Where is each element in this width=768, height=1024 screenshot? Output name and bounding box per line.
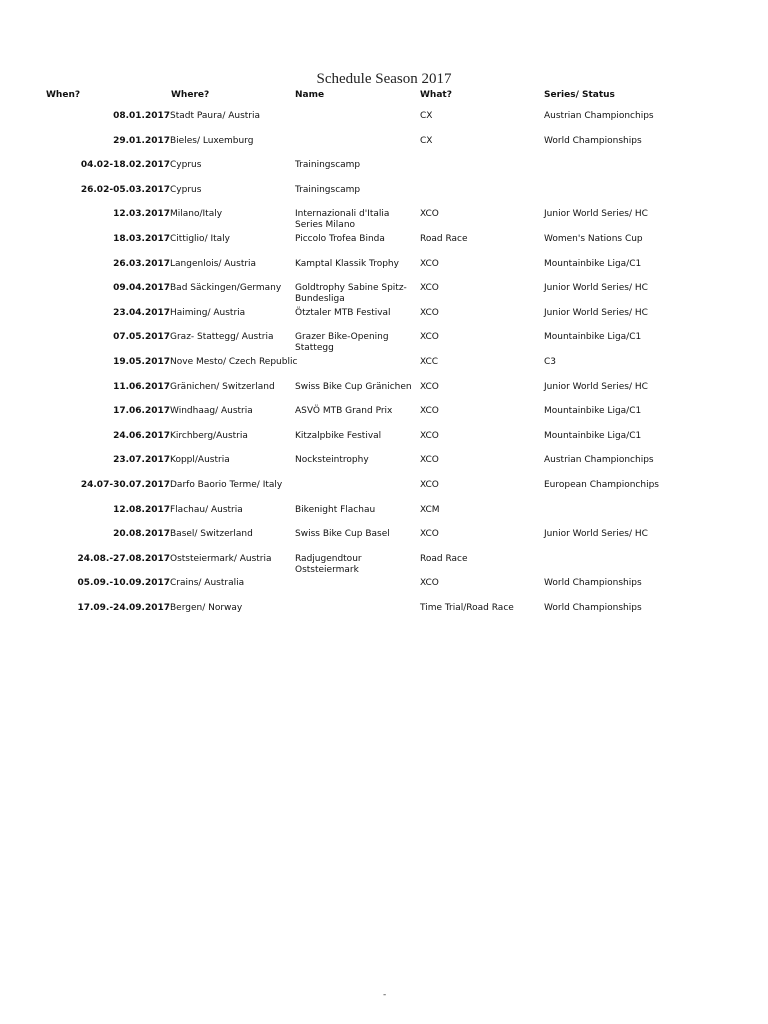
cell-series: European Championchips [544,479,659,490]
cell-name: Grazer Bike-Opening Stattegg [295,332,389,354]
cell-what: Time Trial/Road Race [420,602,514,613]
cell-what: XCO [420,332,439,343]
table-row [40,182,740,207]
cell-when: 26.03.2017 [113,258,170,269]
cell-name: Goldtrophy Sabine Spitz-Bundesliga [295,283,407,305]
cell-where: Koppl/Austria [170,455,230,466]
cell-series: World Championships [544,135,642,146]
cell-series: Mountainbike Liga/C1 [544,430,642,441]
cell-name: Swiss Bike Cup Gränichen [295,381,412,392]
table-row [40,600,740,625]
cell-name: ASVÖ MTB Grand Prix [295,406,393,417]
cell-where: Nove Mesto/ Czech Republic [170,356,298,367]
cell-name: Radjugendtour Oststeiermark [295,553,362,575]
cell-what: CX [420,135,433,146]
cell-what: XCO [420,406,439,417]
cell-series: C3 [544,356,557,367]
table-row [40,477,740,502]
cell-name: Ötztaler MTB Festival [295,307,391,318]
cell-when: 04.02-18.02.2017 [80,160,170,171]
table-row [40,206,740,231]
header-name: Name [295,90,325,100]
table-row [40,551,740,576]
cell-where: Cittiglio/ Italy [170,233,230,244]
cell-where: Basel/ Switzerland [170,529,253,540]
cell-when: 29.01.2017 [113,135,170,146]
cell-what: XCM [420,504,440,515]
header-where: Where? [171,90,210,100]
table-row [40,526,740,551]
table-row [40,452,740,477]
cell-when: 09.04.2017 [113,283,170,294]
cell-series: Women's Nations Cup [544,233,643,244]
cell-where: Langenlois/ Austria [170,258,257,269]
cell-name: Nocksteintrophy [295,455,369,466]
cell-when: 18.03.2017 [113,233,170,244]
header-series: Series/ Status [544,90,615,100]
table-row [40,502,740,527]
cell-where: Milano/Italy [170,209,223,220]
table-row [40,305,740,330]
table-row [40,133,740,158]
cell-when: 24.06.2017 [113,430,170,441]
cell-when: 23.04.2017 [113,307,170,318]
cell-series: Mountainbike Liga/C1 [544,406,642,417]
cell-what: XCC [420,356,439,367]
header-when: When? [46,90,81,100]
cell-what: XCO [420,529,439,540]
table-row [40,428,740,453]
cell-series: Mountainbike Liga/C1 [544,332,642,343]
cell-where: Darfo Baorio Terme/ Italy [170,479,283,490]
cell-what: CX [420,111,433,121]
cell-when: 12.08.2017 [113,504,170,515]
cell-when: 24.08.-27.08.2017 [77,553,170,564]
cell-where: Bergen/ Norway [170,602,243,613]
cell-what: Road Race [420,553,468,564]
header-what: What? [420,90,452,100]
cell-series: Junior World Series/ HC [544,209,648,220]
cell-when: 17.09.-24.09.2017 [77,602,170,613]
page-title: Schedule Season 2017 [316,71,452,87]
footer-mark: - [383,990,387,1000]
cell-series: Junior World Series/ HC [544,283,648,294]
cell-series: World Championships [544,602,642,613]
cell-what: XCO [420,479,439,490]
cell-where: Flachau/ Austria [170,504,243,515]
cell-name: Kitzalpbike Festival [295,430,382,441]
cell-where: Bieles/ Luxemburg [170,135,254,146]
table-row [40,329,740,354]
table-body [40,108,740,624]
cell-when: 11.06.2017 [113,381,170,392]
cell-where: Cyprus [170,160,202,171]
cell-where: Kirchberg/Austria [170,430,248,441]
cell-where: Oststeiermark/ Austria [170,553,272,564]
cell-name: Trainingscamp [295,160,361,171]
schedule-table [40,88,740,624]
table-row [40,231,740,256]
cell-where: Stadt Paura/ Austria [170,111,261,121]
cell-what: XCO [420,430,439,441]
table-row [40,379,740,404]
cell-when: 24.07-30.07.2017 [80,479,170,490]
table-row [40,157,740,182]
cell-when: 12.03.2017 [113,209,170,220]
table-row [40,256,740,281]
cell-series: World Championships [544,578,642,589]
cell-name: Piccolo Trofea Binda [295,233,385,244]
cell-name: Trainingscamp [295,184,361,195]
cell-what: XCO [420,455,439,466]
cell-name: Kamptal Klassik Trophy [295,258,399,269]
cell-what: XCO [420,283,439,294]
cell-where: Gränichen/ Switzerland [170,381,275,392]
cell-where: Windhaag/ Austria [170,406,253,417]
table-row [40,403,740,428]
table-row [40,108,740,133]
table-header-row [40,88,740,108]
cell-what: XCO [420,258,439,269]
cell-where: Cyprus [170,184,202,195]
cell-series: Junior World Series/ HC [544,529,648,540]
cell-where: Crains/ Australia [170,578,245,589]
cell-when: 05.09.-10.09.2017 [77,578,170,589]
table-row [40,575,740,600]
cell-series: Austrian Championchips [544,455,654,466]
cell-what: XCO [420,209,439,220]
table-row [40,280,740,305]
cell-name: Bikenight Flachau [295,504,376,515]
cell-where: Bad Säckingen/Germany [170,283,282,294]
cell-where: Graz- Stattegg/ Austria [170,332,274,343]
cell-what: XCO [420,307,439,318]
cell-where: Haiming/ Austria [170,307,246,318]
cell-what: Road Race [420,233,468,244]
cell-when: 08.01.2017 [113,111,170,121]
cell-what: XCO [420,578,439,589]
cell-when: 20.08.2017 [113,529,170,540]
cell-when: 19.05.2017 [113,356,170,367]
cell-name: Swiss Bike Cup Basel [295,529,390,540]
table-row [40,354,740,379]
cell-what: XCO [420,381,439,392]
cell-series: Austrian Championchips [544,111,654,121]
cell-series: Junior World Series/ HC [544,381,648,392]
cell-when: 07.05.2017 [113,332,170,343]
cell-series: Junior World Series/ HC [544,307,648,318]
cell-series: Mountainbike Liga/C1 [544,258,642,269]
cell-when: 17.06.2017 [113,406,170,417]
cell-name: Internazionali d'Italia Series Milano [295,209,390,231]
cell-when: 26.02-05.03.2017 [80,184,170,195]
cell-when: 23.07.2017 [113,455,170,466]
